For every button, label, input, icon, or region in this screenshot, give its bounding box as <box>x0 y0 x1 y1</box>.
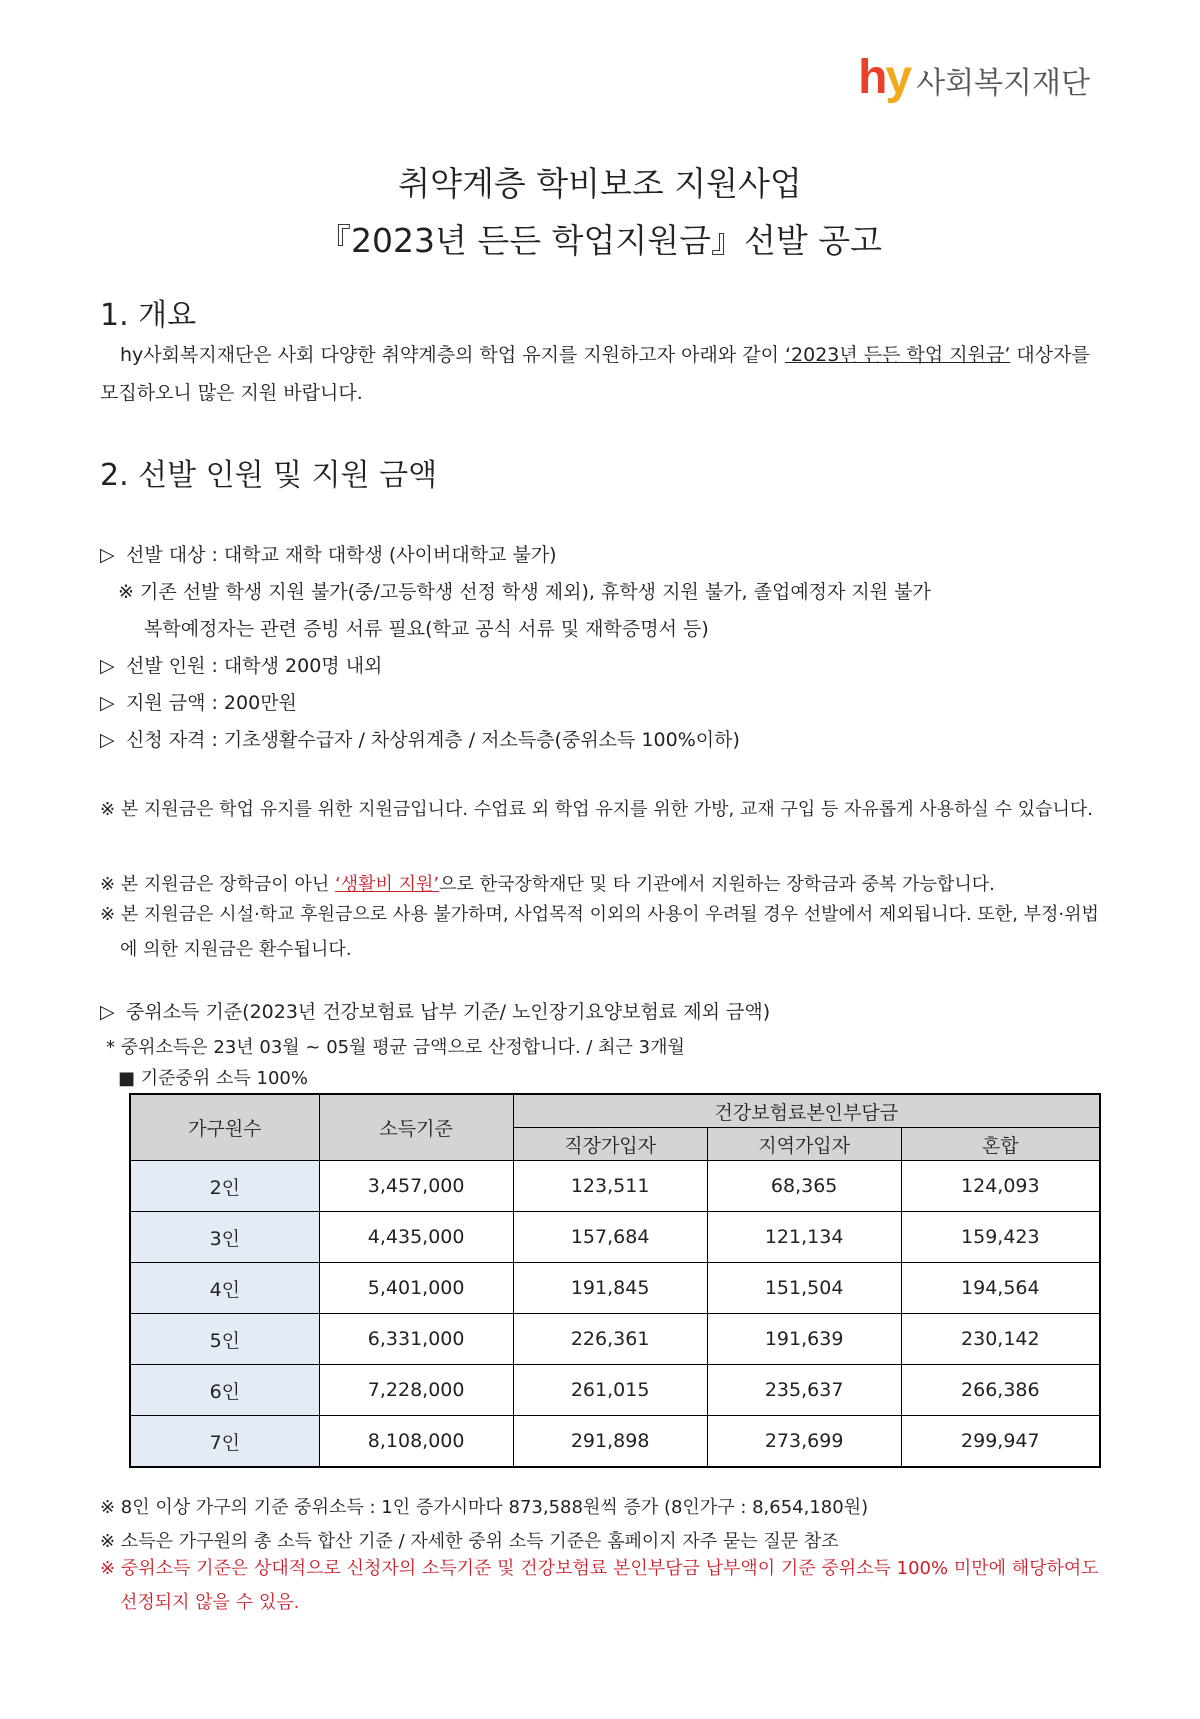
note-1: ※ 본 지원금은 학업 유지를 위한 지원금입니다. 수업료 외 학업 유지를 위한 가방, 교재 구입 등 자유롭게 사용하실 수 있습니다. <box>100 799 1093 820</box>
table-row: 5인 6,331,000 226,361 191,639 230,142 <box>130 1314 1100 1365</box>
header-mixed: 혼합 <box>901 1128 1100 1161</box>
median-red-note: * 중위소득은 23년 03월 ~ 05월 평균 금액으로 산정합니다. / 최근 3개월 <box>106 1037 685 1058</box>
red-note-1: ※ 기존 선발 학생 지원 불가(중/고등학생 선정 학생 제외), 휴학생 지원 불가, 졸업예정자 지원 불가 <box>118 581 931 603</box>
logo-mark: hy <box>858 51 911 104</box>
triangle-bullet-icon: ▷ <box>100 655 115 677</box>
section-1-heading: 1. 개요 <box>100 298 197 333</box>
triangle-bullet-icon: ▷ <box>100 692 115 714</box>
triangle-bullet-icon: ▷ <box>100 1001 115 1023</box>
program-name-underlined: ‘2023년 든든 학업 지원금’ <box>784 344 1011 366</box>
footer-note-3: ※ 중위소득 기준은 상대적으로 신청자의 소득기준 및 건강보험료 본인부담금 납부액이 기준 중위소득 100% 미만에 해당하여도 선정되지 않을 수 있음. <box>100 1558 1099 1613</box>
list-item: ▷ 선발 대상 : 대학교 재학 대학생 (사이버대학교 불가) <box>100 544 557 566</box>
header-household: 가구원수 <box>130 1094 319 1161</box>
table-row: 4인 5,401,000 191,845 151,504 194,564 <box>130 1263 1100 1314</box>
title-line-2: 『2023년 든든 학업지원금』선발 공고 <box>318 221 882 260</box>
note-3: ※ 본 지원금은 시설·학교 후원금으로 사용 불가하며, 사업목적 이외의 사용이 우려될 경우 선발에서 제외됩니다. 또한, 부정·위법에 의한 지원금은 환수됩니다. <box>100 904 1099 960</box>
header-income: 소득기준 <box>319 1094 513 1161</box>
logo <box>858 50 1090 105</box>
table-row: 3인 4,435,000 157,684 121,134 159,423 <box>130 1212 1100 1263</box>
table-row: 6인 7,228,000 261,015 235,637 266,386 <box>130 1365 1100 1416</box>
header-employee: 직장가입자 <box>513 1128 707 1161</box>
header-insurance: 건강보험료본인부담금 <box>513 1094 1100 1128</box>
list-item: ▷ 선발 인원 : 대학생 200명 내외 <box>100 655 383 677</box>
median-income-table <box>129 1093 1101 1468</box>
table-row: 7인 8,108,000 291,898 273,699 299,947 <box>130 1416 1100 1468</box>
list-item: ▷ 지원 금액 : 200만원 <box>100 692 297 714</box>
note-2: ※ 본 지원금은 장학금이 아닌 ‘생활비 지원’으로 한국장학재단 및 타 기관에서 지원하는 장학금과 중복 가능합니다. <box>100 874 995 895</box>
logo-org-name: 사회복지재단 <box>916 66 1090 101</box>
header-regional: 지역가입자 <box>707 1128 901 1161</box>
list-item: ▷ 신청 자격 : 기초생활수급자 / 차상위계층 / 저소득층(중위소득 100%이하) <box>100 729 740 751</box>
triangle-bullet-icon: ▷ <box>100 729 115 751</box>
overview-paragraph: hy사회복지재단은 사회 다양한 취약계층의 학업 유지를 지원하고자 아래와 같이 ‘2023년 든든 학업 지원금’ 대상자를 모집하오니 많은 지원 바랍니다. <box>100 344 1090 404</box>
table-row: 2인 3,457,000 123,511 68,365 124,093 <box>130 1161 1100 1212</box>
title-line-1: 취약계층 학비보조 지원사업 <box>398 164 802 203</box>
median-heading: ▷ 중위소득 기준(2023년 건강보험료 납부 기준/ 노인장기요양보험료 제외 금액) <box>100 1001 771 1023</box>
table-header-row <box>130 1094 1100 1128</box>
triangle-bullet-icon: ▷ <box>100 544 115 566</box>
median-sub-label: ■ 기준중위 소득 100% <box>118 1068 308 1089</box>
section-2-heading: 2. 선발 인원 및 지원 금액 <box>100 458 438 493</box>
red-note-2: 복학예정자는 관련 증빙 서류 필요(학교 공식 서류 및 재학증명서 등) <box>144 618 709 640</box>
living-expense-highlight: ‘생활비 지원’ <box>334 874 440 895</box>
footer-note-1: ※ 8인 이상 가구의 기준 중위소득 : 1인 증가시마다 873,588원씩 증가 (8인가구 : 8,654,180원) <box>100 1497 869 1518</box>
footer-note-2: ※ 소득은 가구원의 총 소득 합산 기준 / 자세한 중위 소득 기준은 홈페이지 자주 묻는 질문 참조 <box>100 1531 839 1552</box>
